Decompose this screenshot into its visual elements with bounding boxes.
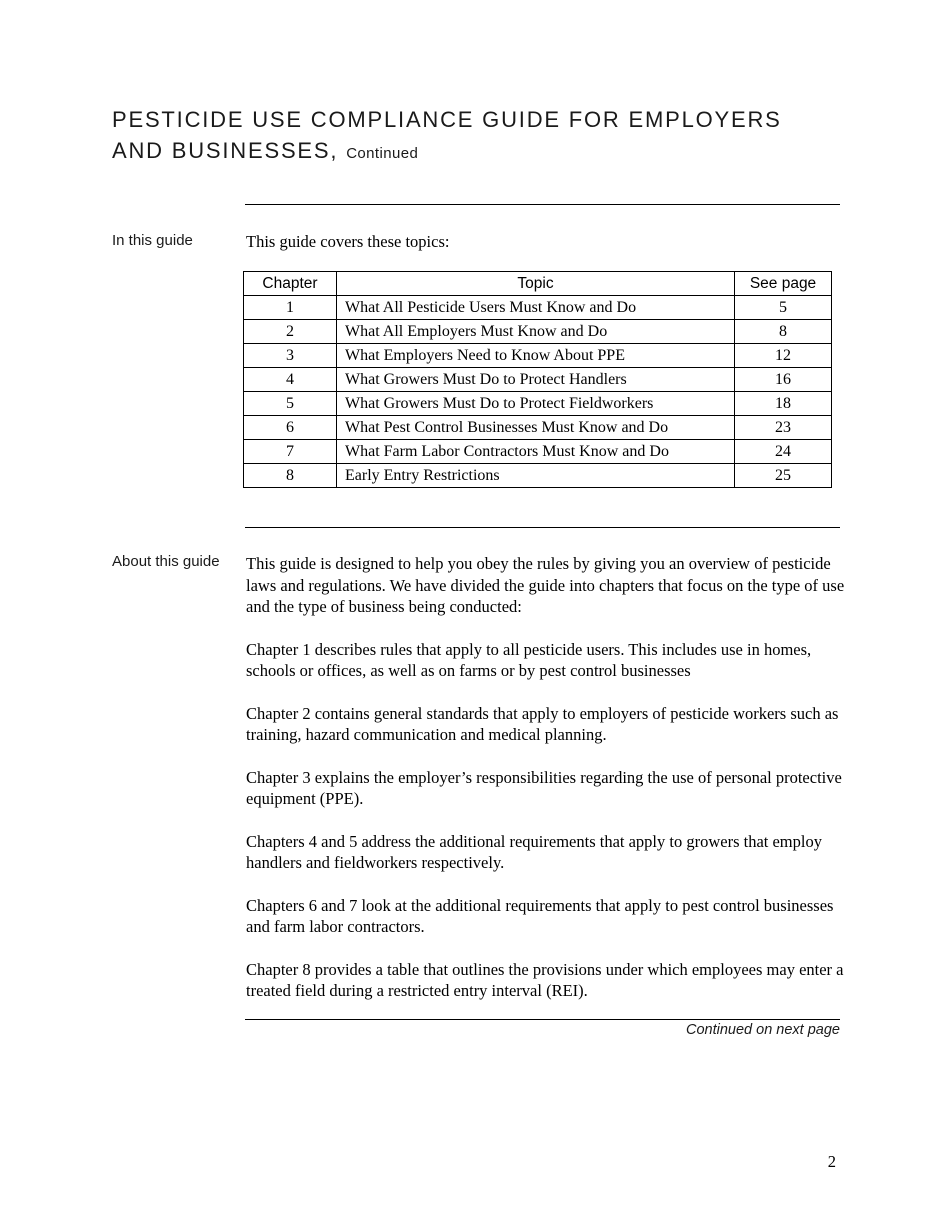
about-this-guide-content (246, 553, 846, 1002)
cell-topic: What Farm Labor Contractors Must Know and Do (337, 440, 735, 464)
cell-page: 16 (735, 368, 832, 392)
in-this-guide-content (246, 231, 842, 488)
page-title-line1: PESTICIDE USE COMPLIANCE GUIDE FOR EMPLOYERS (112, 107, 782, 132)
cell-page: 12 (735, 344, 832, 368)
section-divider-middle (245, 527, 840, 528)
about-paragraph: Chapters 4 and 5 address the additional requirements that apply to growers that employ handlers and fieldworkers respectively. (246, 831, 822, 872)
cell-page: 18 (735, 392, 832, 416)
cell-page: 24 (735, 440, 832, 464)
table-row (244, 368, 832, 392)
table-row (244, 416, 832, 440)
about-paragraph: Chapters 6 and 7 look at the additional requirements that apply to pest control businesses and farm labor contractors. (246, 895, 834, 936)
table-row (244, 320, 832, 344)
cell-topic: Early Entry Restrictions (337, 464, 735, 488)
about-paragraph: Chapter 2 contains general standards that apply to employers of pesticide workers such as training, hazard communication and medical planning. (246, 703, 839, 744)
table-header-see-page: See page (735, 272, 832, 296)
cell-chapter: 5 (244, 392, 337, 416)
about-paragraph: Chapter 3 explains the employer’s responsibilities regarding the use of personal protective equipment (PPE). (246, 767, 842, 808)
topics-table (243, 271, 832, 488)
cell-chapter: 6 (244, 416, 337, 440)
about-paragraph: Chapter 1 describes rules that apply to all pesticide users. This includes use in homes, schools or offices, as well as on farms or by pest control businesses (246, 639, 812, 680)
in-this-guide-intro: This guide covers these topics: (246, 232, 450, 251)
cell-chapter: 4 (244, 368, 337, 392)
cell-topic: What Growers Must Do to Protect Fieldworkers (337, 392, 735, 416)
page-number: 2 (827, 1152, 836, 1171)
about-paragraph: This guide is designed to help you obey the rules by giving you an overview of pesticide laws and regulations. We have divided the guide into chapters that focus on the type of use and the type of business being conducted: (246, 554, 845, 616)
cell-page: 5 (735, 296, 832, 320)
table-row (244, 392, 832, 416)
cell-topic: What Growers Must Do to Protect Handlers (337, 368, 735, 392)
table-header-row (244, 272, 832, 296)
cell-page: 23 (735, 416, 832, 440)
cell-chapter: 2 (244, 320, 337, 344)
section-divider-bottom (245, 1019, 840, 1020)
cell-chapter: 7 (244, 440, 337, 464)
page-title-line2: AND BUSINESSES, (112, 138, 339, 163)
table-row (244, 464, 832, 488)
section-label-about-this-guide: About this guide (112, 553, 220, 570)
section-divider-top (245, 204, 840, 205)
table-header-chapter: Chapter (244, 272, 337, 296)
about-paragraph: Chapter 8 provides a table that outlines the provisions under which employees may enter a treated field during a restricted entry interval (REI). (246, 959, 844, 1000)
page-title (112, 104, 782, 169)
cell-chapter: 8 (244, 464, 337, 488)
cell-topic: What All Employers Must Know and Do (337, 320, 735, 344)
cell-topic: What Employers Need to Know About PPE (337, 344, 735, 368)
table-row (244, 440, 832, 464)
cell-page: 25 (735, 464, 832, 488)
cell-page: 8 (735, 320, 832, 344)
continued-on-next-page-note: Continued on next page (686, 1022, 840, 1038)
table-row (244, 344, 832, 368)
section-label-in-this-guide: In this guide (112, 232, 193, 249)
table-header-topic: Topic (337, 272, 735, 296)
cell-chapter: 3 (244, 344, 337, 368)
page-title-continued: Continued (346, 145, 419, 162)
table-row (244, 296, 832, 320)
cell-topic: What All Pesticide Users Must Know and Do (337, 296, 735, 320)
cell-topic: What Pest Control Businesses Must Know and Do (337, 416, 735, 440)
cell-chapter: 1 (244, 296, 337, 320)
